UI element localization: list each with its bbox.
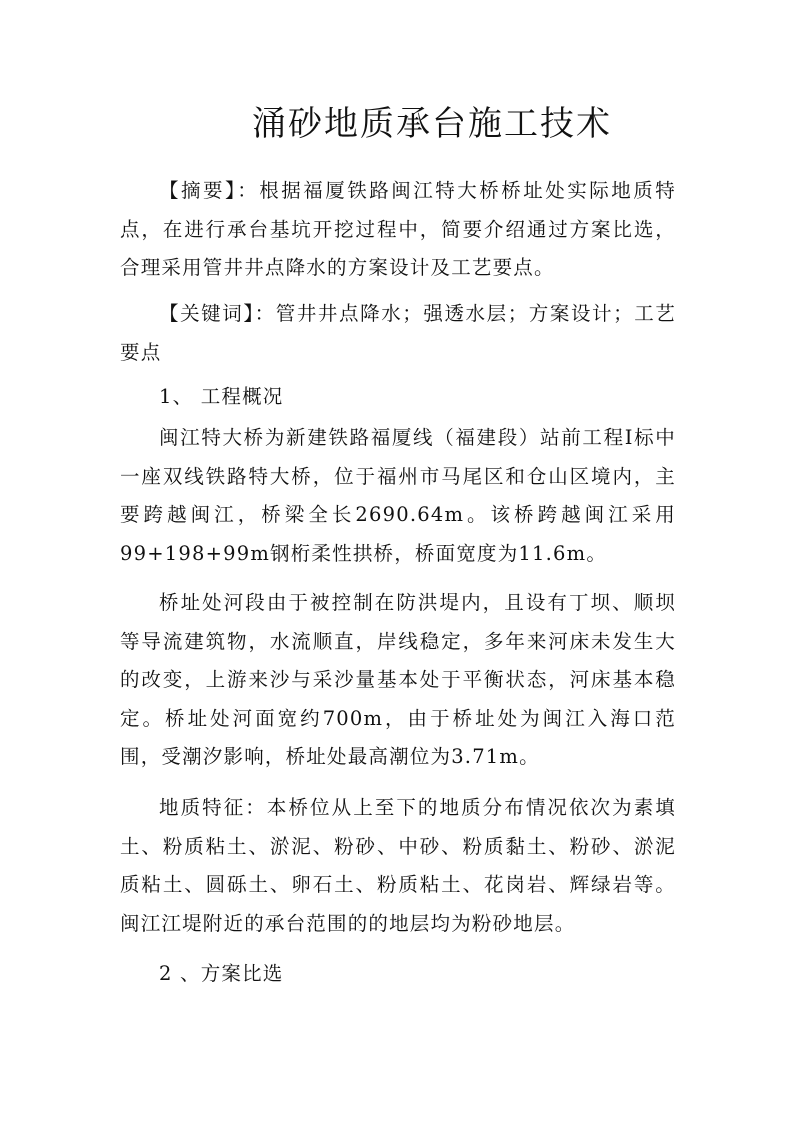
keywords-label: 【关键词】：	[159, 302, 276, 325]
document-title: 涌砂地质承台施工技术	[252, 104, 612, 144]
paragraph-geology: 地质特征：本桥位从上至下的地质分布情况依次为素填土、粉质粘土、淤泥、粉砂、中砂、粉质黏土、粉砂、淤泥质粘土、圆砾土、卵石土、粉质粘土、花岗岩、辉绿岩等。闽江江堤附近的承台范围的的地层均为粉砂地层。	[120, 796, 676, 935]
abstract-label: 【摘要】：	[159, 179, 260, 202]
section-1-heading: 1、 工程概况	[159, 385, 284, 408]
abstract-paragraph	[120, 172, 676, 288]
paragraph-project-overview: 闽江特大桥为新建铁路福厦线（福建段）站前工程Ⅰ标中一座双线铁路特大桥，位于福州市马尾区和仓山区境内，主要跨越闽江，桥梁全长2690.64m。该桥跨越闽江采用99+198+99m钢桁柔性拱桥，桥面宽度为11.6m。	[120, 426, 676, 565]
keywords-text: 管井井点降水；强透水层；方案设计；工艺要点	[120, 302, 676, 364]
keywords-paragraph	[120, 295, 676, 372]
paragraph-river-conditions: 桥址处河段由于被控制在防洪堤内，且设有丁坝、顺坝等导流建筑物，水流顺直，岸线稳定，多年来河床未发生大的改变，上游来沙与采沙量基本处于平衡状态，河床基本稳定。桥址处河面宽约700m，由于桥址处为闽江入海口范围，受潮汐影响，桥址处最高潮位为3.71m。	[120, 591, 676, 768]
section-2-heading: 2 、方案比选	[159, 962, 284, 985]
abstract-text: 根据福厦铁路闽江特大桥桥址处实际地质特点，在进行承台基坑开挖过程中，简要介绍通过方案比选，合理采用管井井点降水的方案设计及工艺要点。	[120, 179, 676, 279]
